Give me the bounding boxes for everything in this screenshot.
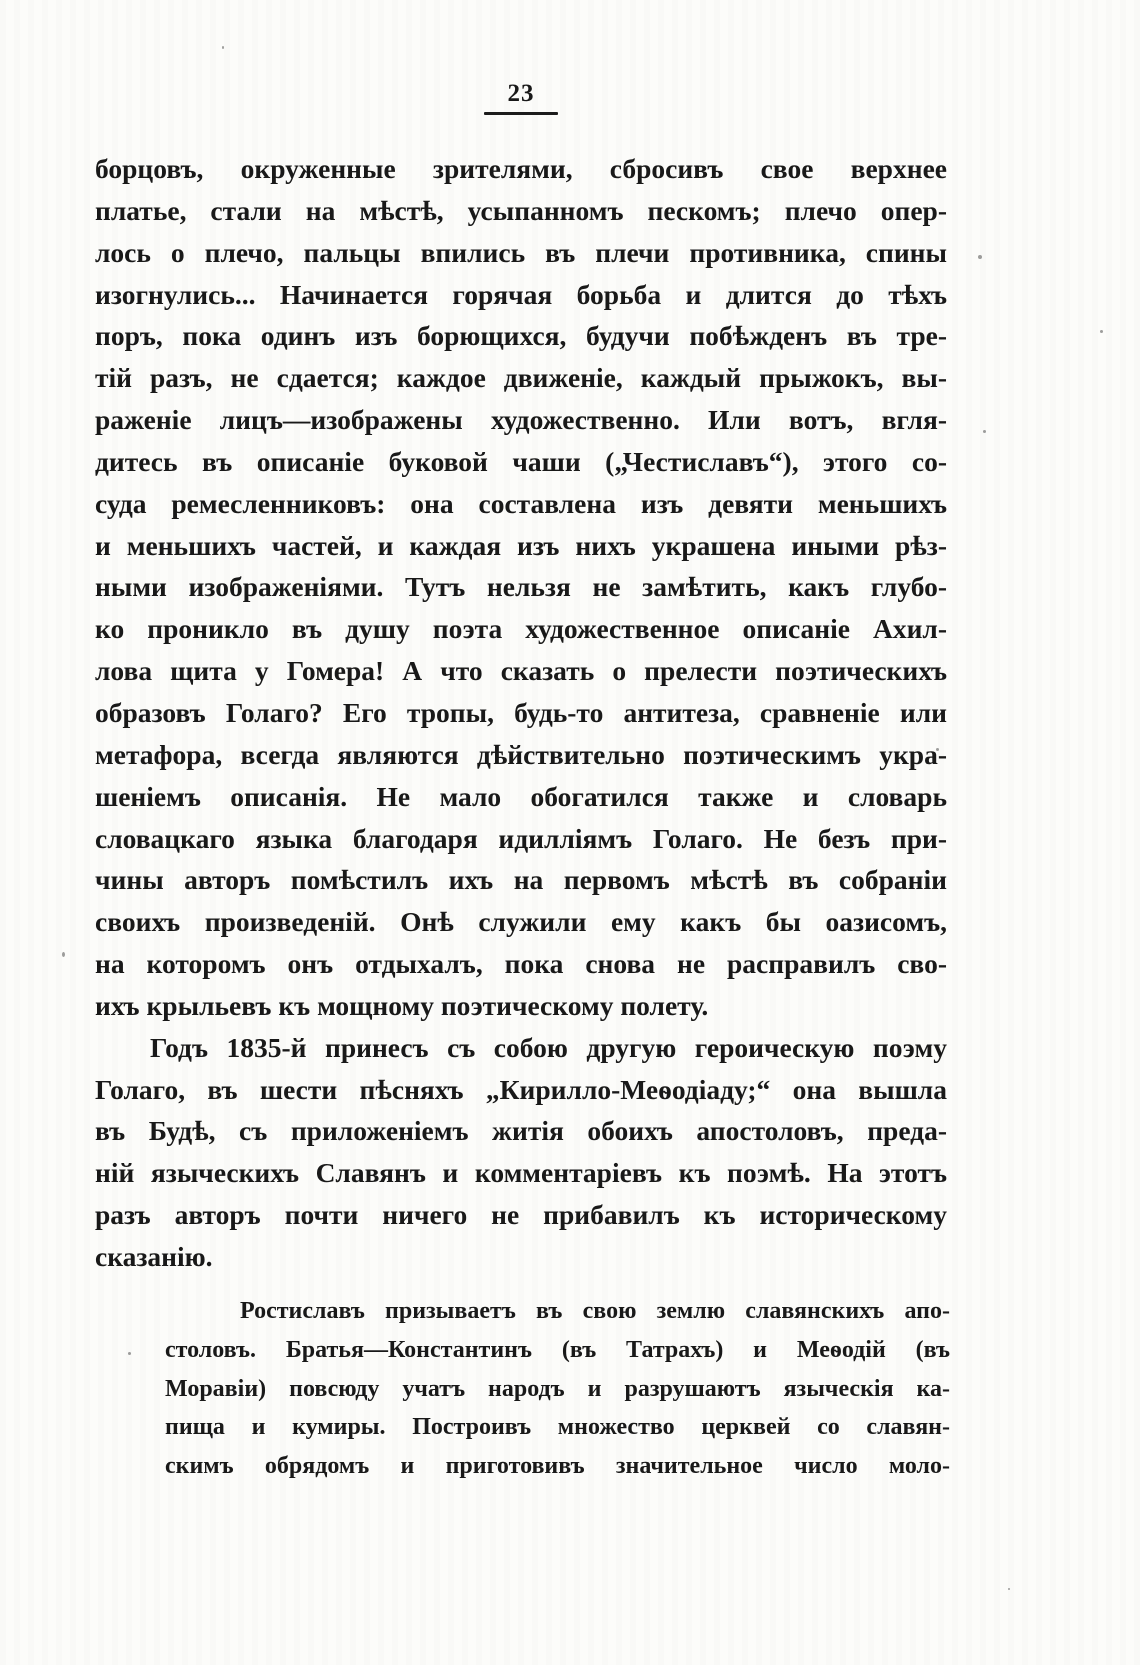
text-line: въ Будѣ, съ приложеніемъ житія обоихъ апостоловъ, преда- [95, 1115, 947, 1147]
ink-speck [983, 430, 986, 433]
text-line: ко проникло въ душу поэта художественное описаніе Ахил- [95, 613, 947, 645]
text-line: раженіе лицъ—изображены художественно. Или вотъ, вгля- [95, 404, 947, 436]
paragraph-2 [95, 1027, 947, 1278]
text-line: столовъ. Братья—Константинъ (въ Татрахъ) и Меѳодій (въ [165, 1336, 950, 1363]
text-line: образовъ Голаго? Его тропы, будь-то антитеза, сравненіе или [95, 696, 947, 728]
text-line: ными изображеніями. Тутъ нельзя не замѣтить, какъ глубо- [95, 571, 947, 603]
text-line: суда ремесленниковъ: она составлена изъ девяти меньшихъ [95, 487, 947, 519]
text-line: на которомъ онъ отдыхалъ, пока снова не расправилъ сво- [95, 948, 947, 980]
text-line: разъ авторъ почти ничего не прибавилъ къ историческому [95, 1199, 947, 1231]
paragraph-1 [95, 148, 947, 1027]
text-line: шеніемъ описанія. Не мало обогатился также и словарь [95, 780, 947, 812]
ink-speck [128, 1352, 131, 1355]
text-line: тій разъ, не сдается; каждое движеніе, каждый прыжокъ, вы- [95, 362, 947, 394]
text-line: ихъ крыльевъ къ мощному поэтическому полету. [95, 989, 709, 1021]
text-line: Годъ 1835-й принесъ съ собою другую героическую поэму [150, 1031, 947, 1063]
ink-speck [62, 952, 65, 957]
text-line: сказанію. [95, 1240, 213, 1272]
text-line: словацкаго языка благодаря идилліямъ Голаго. Не безъ при- [95, 822, 947, 854]
page-number: 23 [507, 80, 535, 107]
text-line: Голаго, въ шести пѣсняхъ „Кирилло-Меѳодіаду;“ она вышла [95, 1073, 947, 1105]
text-line: своихъ произведеній. Онѣ служили ему какъ бы оазисомъ, [95, 906, 947, 938]
ink-speck [936, 748, 939, 751]
text-line: платье, стали на мѣстѣ, усыпанномъ пескомъ; плечо опер- [95, 194, 947, 226]
page-header [95, 81, 947, 115]
excerpt-block [165, 1292, 950, 1486]
text-line: Моравіи) повсюду учатъ народъ и разрушаютъ языческія ка- [165, 1375, 950, 1402]
ink-speck [1008, 1588, 1010, 1590]
text-line: Ростиславъ призываетъ въ свою землю славянскихъ апо- [240, 1298, 950, 1324]
text-line: чины авторъ помѣстилъ ихъ на первомъ мѣстѣ въ собраніи [95, 864, 947, 896]
text-line: скимъ обрядомъ и приготовивъ значительное число моло- [165, 1453, 950, 1480]
text-line: лова щита у Гомера! А что сказать о прелести поэтическихъ [95, 655, 947, 687]
page-number-rule [484, 112, 558, 115]
ink-speck [1100, 330, 1103, 333]
text-line: лось о плечо, пальцы впились въ плечи противника, спины [95, 236, 947, 268]
text-line: борцовъ, окруженные зрителями, сбросивъ свое верхнее [95, 153, 947, 184]
main-text-block [95, 148, 947, 1278]
ink-speck [222, 46, 224, 49]
text-line: изогнулись... Начинается горячая борьба и длится до тѣхъ [95, 278, 947, 310]
text-line: поръ, пока одинъ изъ борющихся, будучи побѣжденъ въ тре- [95, 320, 947, 352]
text-line: пища и кумиры. Построивъ множество церквей со славян- [165, 1414, 950, 1441]
text-line: и меньшихъ частей, и каждая изъ нихъ украшена иными рѣз- [95, 529, 947, 561]
text-line: дитесь въ описаніе буковой чаши („Честиславъ“), этого со- [95, 445, 947, 477]
text-line: метафора, всегда являются дѣйствительно поэтическимъ укра- [95, 738, 947, 770]
ink-speck [978, 255, 982, 259]
text-line: ній языческихъ Славянъ и комментаріевъ къ поэмѣ. На этотъ [95, 1157, 947, 1189]
